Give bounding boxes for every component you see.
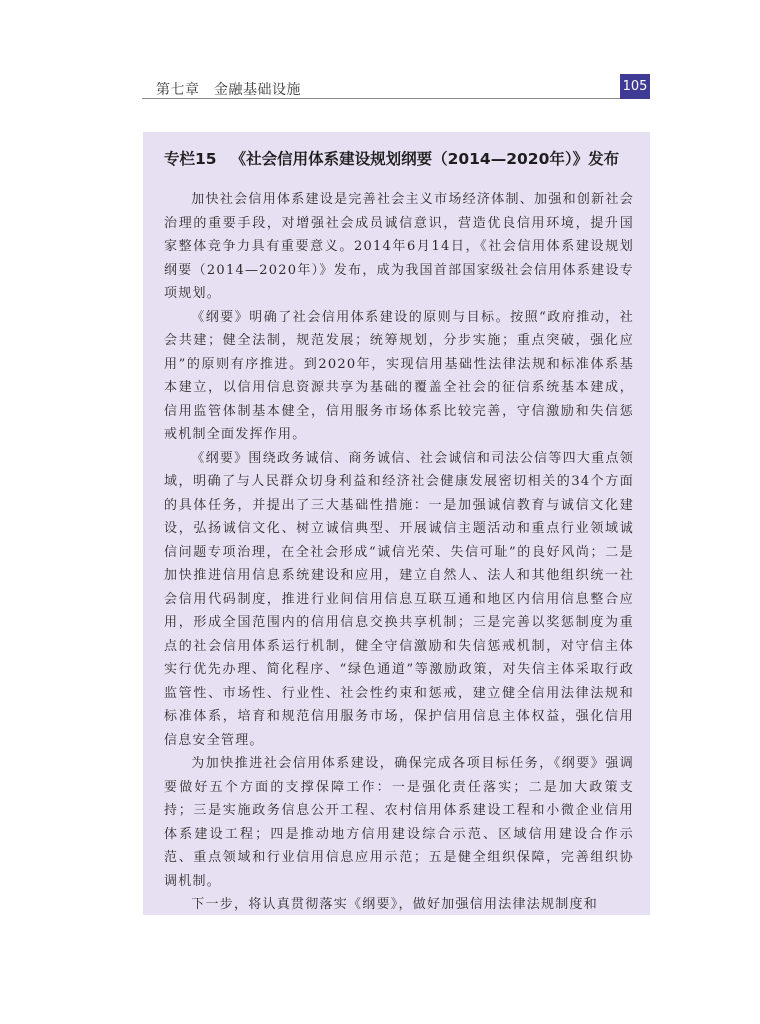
paragraph: 加快社会信用体系建设是完善社会主义市场经济体制、加强和创新社会治理的重要手段，对增强社会成员诚信意识，营造优良信用环境，提升国家整体竞争力具有重要意义。2014年6月14日，《社会信用体系建设规划纲要（2014—2020年）》发布，成为我国首部国家级社会信用体系建设专项规划。 bbox=[164, 192, 634, 301]
chapter-title: 第七章 金融基础设施 bbox=[156, 82, 301, 98]
paragraph: 《纲要》围绕政务诚信、商务诚信、社会诚信和司法公信等四大重点领域，明确了与人民群众切身利益和经济社会健康发展密切相关的34个方面的具体任务，并提出了三大基础性措施：一是加强诚信教育与诚信文化建设，弘扬诚信文化、树立诚信典型、开展诚信主题活动和重点行业领域诚信问题专项治理，在全社会形成“诚信光荣、失信可耻”的良好风尚；二是加快推进信用信息系统建设和应用，建立自然人、法人和其他组织统一社会信用代码制度，推进行业间信用信息互联互通和地区内信用信息整合应用，形成全国范围内的信用信息交换共享机制；三是完善以奖惩制度为重点的社会信用体系运行机制，健全守信激励和失信惩戒机制，对守信主体实行优先办理、简化程序、“绿色通道”等激励政策，对失信主体采取行政监管性、市场性、行业性、社会性约束和惩戒，建立健全信用法律法规和标准体系，培育和规范信用服务市场，保护信用信息主体权益，强化信用信息安全管理。 bbox=[164, 450, 634, 748]
box-heading: 《社会信用体系建设规划纲要（2014—2020年）》发布 bbox=[230, 150, 620, 168]
paragraph: 为加快推进社会信用体系建设，确保完成各项目标任务，《纲要》强调要做好五个方面的支撑保障工作：一是强化责任落实；二是加大政策支持；三是实施政务信息公开工程、农村信用体系建设工程和小微企业信用体系建设工程；四是推动地方信用建设综合示范、区域信用建设合作示范、重点领域和行业信用信息应用示范；五是健全组织保障，完善组织协调机制。 bbox=[164, 756, 634, 889]
box-label: 专栏15 bbox=[164, 150, 217, 168]
page-header bbox=[142, 74, 650, 100]
paragraph: 《纲要》明确了社会信用体系建设的原则与目标。按照“政府推动，社会共建；健全法制，规范发展；统筹规划，分步实施；重点突破，强化应用”的原则有序推进。到2020年，实现信用基础性法律法规和标准体系基本建立，以信用信息资源共享为基础的覆盖全社会的征信系统基本建成，信用监管体制基本健全，信用服务市场体系比较完善，守信激励和失信惩戒机制全面发挥作用。 bbox=[164, 309, 634, 442]
header-rule bbox=[142, 98, 620, 99]
paragraph: 下一步，将认真贯彻落实《纲要》，做好加强信用法律法规制度和 bbox=[191, 897, 599, 912]
box-title bbox=[164, 147, 644, 169]
sidebar-box bbox=[143, 132, 650, 915]
page-number: 105 bbox=[620, 74, 650, 99]
box-body bbox=[164, 188, 634, 915]
